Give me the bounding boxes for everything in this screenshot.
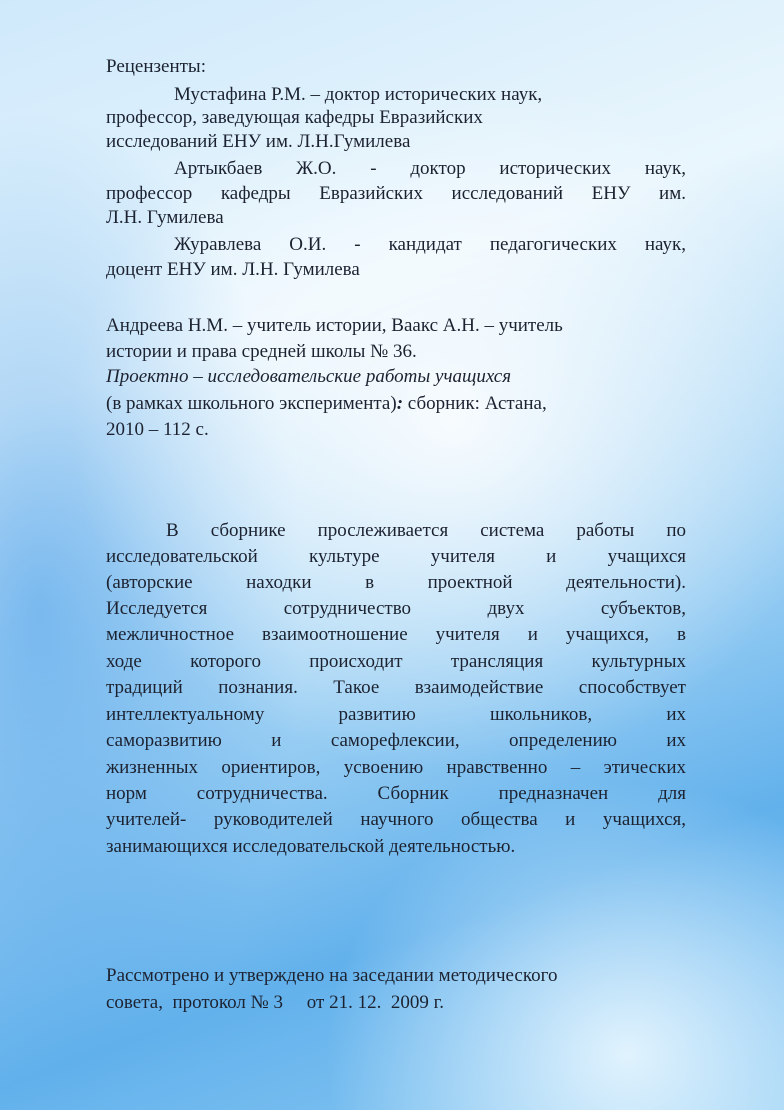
- reviewer-2-line-3: Л.Н. Гумилева: [106, 207, 224, 228]
- citation-colon: :: [396, 393, 404, 414]
- citation-publisher: сборник: Астана,: [403, 393, 547, 414]
- abstract-line: исследовательской культуре учителя и учащихся: [106, 546, 686, 567]
- abstract-line: Исследуется сотрудничество двух субъектов,: [106, 598, 686, 619]
- abstract-line: В сборнике прослеживается система работы по: [166, 520, 686, 541]
- abstract-line: межличностное взаимоотношение учителя и учащихся, в: [106, 624, 686, 645]
- citation-subtitle: (в рамках школьного эксперимента): [106, 393, 397, 414]
- reviewer-2-line-2: профессор кафедры Евразийских исследований ЕНУ им.: [106, 183, 686, 204]
- citation-subtitle-line: [106, 392, 547, 416]
- abstract-line: саморазвитию и саморефлексии, определению их: [106, 730, 686, 751]
- reviewers-heading: Рецензенты:: [106, 56, 206, 77]
- reviewer-1-line-1: Мустафина Р.М. – доктор исторических наук,: [174, 84, 543, 105]
- approval-line-2: совета, протокол № 3 от 21. 12. 2009 г.: [106, 992, 444, 1013]
- abstract-line: ходе которого происходит трансляция культурных: [106, 651, 686, 672]
- reviewer-1-line-3: исследований ЕНУ им. Л.Н.Гумилева: [106, 131, 411, 152]
- abstract-line: традиций познания. Такое взаимодействие способствует: [106, 677, 686, 698]
- reviewer-3-line-1: Журавлева О.И. - кандидат педагогических наук,: [174, 234, 686, 255]
- reviewer-3-line-2: доцент ЕНУ им. Л.Н. Гумилева: [106, 259, 360, 280]
- citation-authors-line-1: Андреева Н.М. – учитель истории, Ваакс А.Н. – учитель: [106, 315, 563, 336]
- reviewer-1-line-2: профессор, заведующая кафедры Евразийских: [106, 107, 483, 128]
- citation-title: Проектно – исследовательские работы учащихся: [106, 366, 512, 387]
- approval-line-1: Рассмотрено и утверждено на заседании методического: [106, 965, 558, 986]
- abstract-line: норм сотрудничества. Сборник предназначен для: [106, 783, 686, 804]
- citation-authors-line-2: истории и права средней школы № 36.: [106, 341, 417, 362]
- abstract-line: учителей- руководителей научного общества и учащихся,: [106, 809, 686, 830]
- reviewer-2-line-1: Артыкбаев Ж.О. - доктор исторических наук,: [174, 158, 686, 179]
- abstract-line: занимающихся исследовательской деятельностью.: [106, 836, 516, 857]
- abstract-line: (авторские находки в проектной деятельности).: [106, 572, 686, 593]
- abstract-line: жизненных ориентиров, усвоению нравственно – этических: [106, 757, 686, 778]
- abstract-line: интеллектуальному развитию школьников, их: [106, 704, 686, 725]
- citation-year-pages: 2010 – 112 с.: [106, 419, 209, 440]
